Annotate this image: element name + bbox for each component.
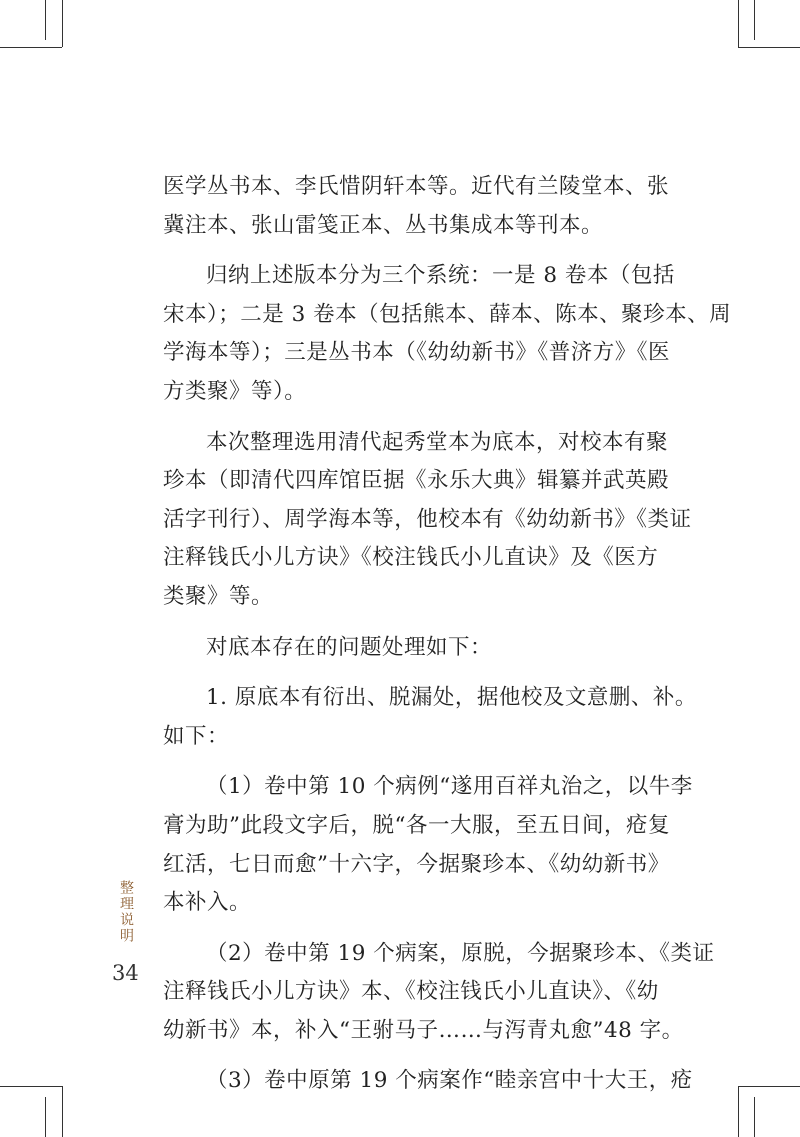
- text-line: 冀注本、张山雷笺正本、丛书集成本等刊本。: [163, 212, 604, 238]
- section-side-label: 整理说明: [118, 880, 134, 944]
- crop-mark-top-left-h: [0, 47, 62, 48]
- paragraph: [163, 768, 693, 922]
- crop-mark-top-left-outer-v: [45, 0, 46, 40]
- paragraph-gap: [163, 617, 643, 629]
- text-line: （3）卷中原第 19 个病案作“睦亲宫中十大王，疮: [206, 1068, 693, 1094]
- text-line: 1. 原底本有衍出、脱漏处，据他校及文意删、补。: [206, 685, 697, 711]
- text-line: 幼新书》本，补入“王驸马子……与泻青丸愈”48 字。: [163, 1017, 684, 1043]
- text-line: 膏为助”此段文字后，脱“各一大服，至五日间，疮复: [163, 812, 670, 838]
- crop-mark-top-right-h: [738, 47, 800, 48]
- text-line: 本次整理选用清代起秀堂本为底本，对校本有聚: [206, 429, 669, 455]
- text-line: 方类聚》等）。: [163, 378, 307, 404]
- text-line: 注释钱氏小儿方诀》《校注钱氏小儿直诀》及《医方: [163, 545, 659, 571]
- paragraph: [163, 629, 643, 668]
- text-line: 学海本等）；三是丛书本（《幼幼新书》《普济方》《医: [163, 340, 671, 366]
- paragraph-gap: [163, 412, 643, 424]
- crop-mark-bottom-right-outer-v: [754, 1097, 755, 1137]
- text-line: （2）卷中第 19 个病案，原脱，今据聚珍本、《类证: [206, 940, 715, 966]
- crop-mark-bottom-left-outer-v: [45, 1097, 46, 1137]
- crop-mark-bottom-left-v: [62, 1086, 63, 1137]
- text-line: 本补入。: [163, 890, 252, 916]
- crop-mark-bottom-right-v: [738, 1086, 739, 1137]
- crop-mark-top-left-v: [62, 0, 63, 47]
- text-line: 活字刊行）、周学海本等，他校本有《幼幼新书》《类证: [163, 506, 692, 532]
- text-line: 注释钱氏小儿方诀》本、《校注钱氏小儿直诀》、《幼: [163, 979, 659, 1005]
- paragraph-gap: [163, 245, 643, 257]
- body-text: [163, 168, 732, 1101]
- paragraph: [163, 935, 715, 1051]
- crop-mark-bottom-right-h: [738, 1086, 800, 1087]
- crop-mark-bottom-left-h: [0, 1086, 62, 1087]
- text-line: 宋本）；二是 3 卷本（包括熊本、薛本、陈本、聚珍本、周: [163, 301, 732, 327]
- paragraph: [163, 424, 692, 617]
- text-line: 红活，七日而愈”十六字，今据聚珍本、《幼幼新书》: [163, 851, 670, 877]
- text-line: 类聚》等。: [163, 583, 274, 609]
- text-line: （1）卷中第 10 个病例“遂用百祥丸治之，以牛李: [206, 774, 693, 800]
- paragraph-gap: [163, 756, 643, 768]
- paragraph: [163, 257, 732, 411]
- paragraph: [163, 679, 697, 756]
- text-line: 医学丛书本、李氏惜阴轩本等。近代有兰陵堂本、张: [163, 174, 670, 199]
- crop-mark-top-right-v: [738, 0, 739, 47]
- text-line: 珍本（即清代四库馆臣据《永乐大典》辑纂并武英殿: [163, 468, 670, 494]
- text-line: 如下：: [163, 723, 230, 749]
- paragraph-gap: [163, 1050, 643, 1062]
- paragraph: [163, 168, 670, 245]
- text-line: 归纳上述版本分为三个系统：一是 8 卷本（包括: [206, 263, 675, 289]
- paragraph-gap: [163, 923, 643, 935]
- text-line: 对底本存在的问题处理如下：: [206, 634, 493, 660]
- page-number: 34: [112, 961, 139, 985]
- paragraph-gap: [163, 667, 643, 679]
- paragraph: [163, 1062, 693, 1101]
- crop-mark-top-right-outer-v: [754, 0, 755, 40]
